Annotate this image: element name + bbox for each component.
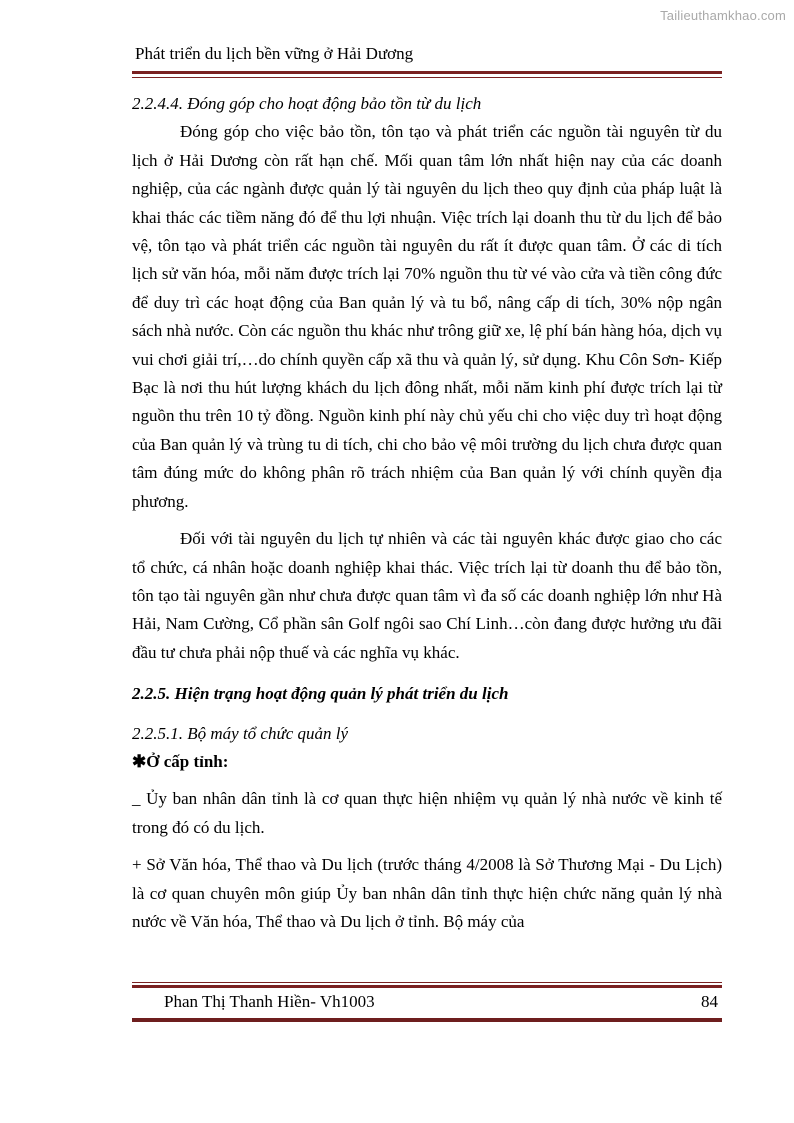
page-footer [132,982,722,1022]
paragraph-people-committee: _ Ủy ban nhân dân tỉnh là cơ quan thực hiện nhiệm vụ quản lý nhà nước về kinh tế trong đó có du lịch. [132,789,722,837]
page-number: 84 [701,992,718,1011]
footer-bottom-rule [132,1018,722,1022]
running-head-title: Phát triển du lịch bền vững ở Hải Dương [135,44,414,63]
page-header [132,44,722,78]
province-level-label: ✱Ở cấp tỉnh: [132,751,229,771]
footer-author: Phan Thị Thanh Hiền- Vh1003 [164,992,375,1011]
paragraph-conservation-2: Đối với tài nguyên du lịch tự nhiên và các tài nguyên khác được giao cho các tổ chức, cá nhân hoặc doanh nghiệp khai thác. Việc trích lại từ doanh thu để bảo tồn, tôn tạo tài nguyên gần như chưa được quan tâm vì đa số các doanh nghiệp lớn như Hà Hải, Nam Cường, Cổ phần sân Golf ngôi sao Chí Linh…còn đang được hưởng ưu đãi đầu tư chưa phải nộp thuế và các nghĩa vụ khác. [132,529,722,662]
header-rule [132,71,722,78]
document-content [132,90,722,936]
footer-row [132,988,722,1016]
watermark: Tailieuthamkhao.com [660,8,786,23]
section-heading-2244: 2.2.4.4. Đóng góp cho hoạt động bảo tồn từ du lịch [132,94,482,113]
paragraph-department-culture: + Sở Văn hóa, Thể thao và Du lịch (trước tháng 4/2008 là Sở Thương Mại - Du Lịch) là cơ quan chuyên môn giúp Ủy ban nhân dân tỉnh thực hiện chức năng quản lý nhà nước về Văn hóa, Thể thao và Du lịch ở tỉnh. Bộ máy của [132,855,722,931]
section-heading-225: 2.2.5. Hiện trạng hoạt động quản lý phát triển du lịch [132,684,509,704]
paragraph-conservation-1: Đóng góp cho việc bảo tồn, tôn tạo và phát triển các nguồn tài nguyên từ du lịch ở Hải Dương còn rất hạn chế. Mối quan tâm lớn nhất hiện nay của các doanh nghiệp, của các ngành được quản lý tài nguyên du lịch theo quy định của pháp luật là khai thác các tiềm năng đó để thu lợi nhuận. Việc trích lại doanh thu từ du lịch để bảo vệ, tôn tạo và phát triển các nguồn tài nguyên du rất ít được quan tâm. Ở các di tích lịch sử văn hóa, mỗi năm được trích lại 70% nguồn thu từ vé vào cửa và tiền công đức để duy trì các hoạt động của Ban quản lý và tu bổ, nâng cấp di tích, 30% nộp ngân sách nhà nước. Còn các nguồn thu khác như trông giữ xe, lệ phí bán hàng hóa, dịch vụ vui chơi giải trí,…do chính quyền cấp xã thu và quản lý, sử dụng. Khu Côn Sơn- Kiếp Bạc là nơi thu hút lượng khách du lịch đông nhất, mỗi năm kinh phí được trích lại từ nguồn thu trên 10 tỷ đồng. Nguồn kinh phí này chủ yếu chi cho việc duy trì hoạt động của Ban quản lý và trùng tu di tích, chi cho bảo vệ môi trường du lịch chưa được quan tâm đúng mức do không phân rõ trách nhiệm của Ban quản lý với chính quyền địa phương. [132,122,722,511]
section-heading-2251: 2.2.5.1. Bộ máy tổ chức quản lý [132,723,349,743]
